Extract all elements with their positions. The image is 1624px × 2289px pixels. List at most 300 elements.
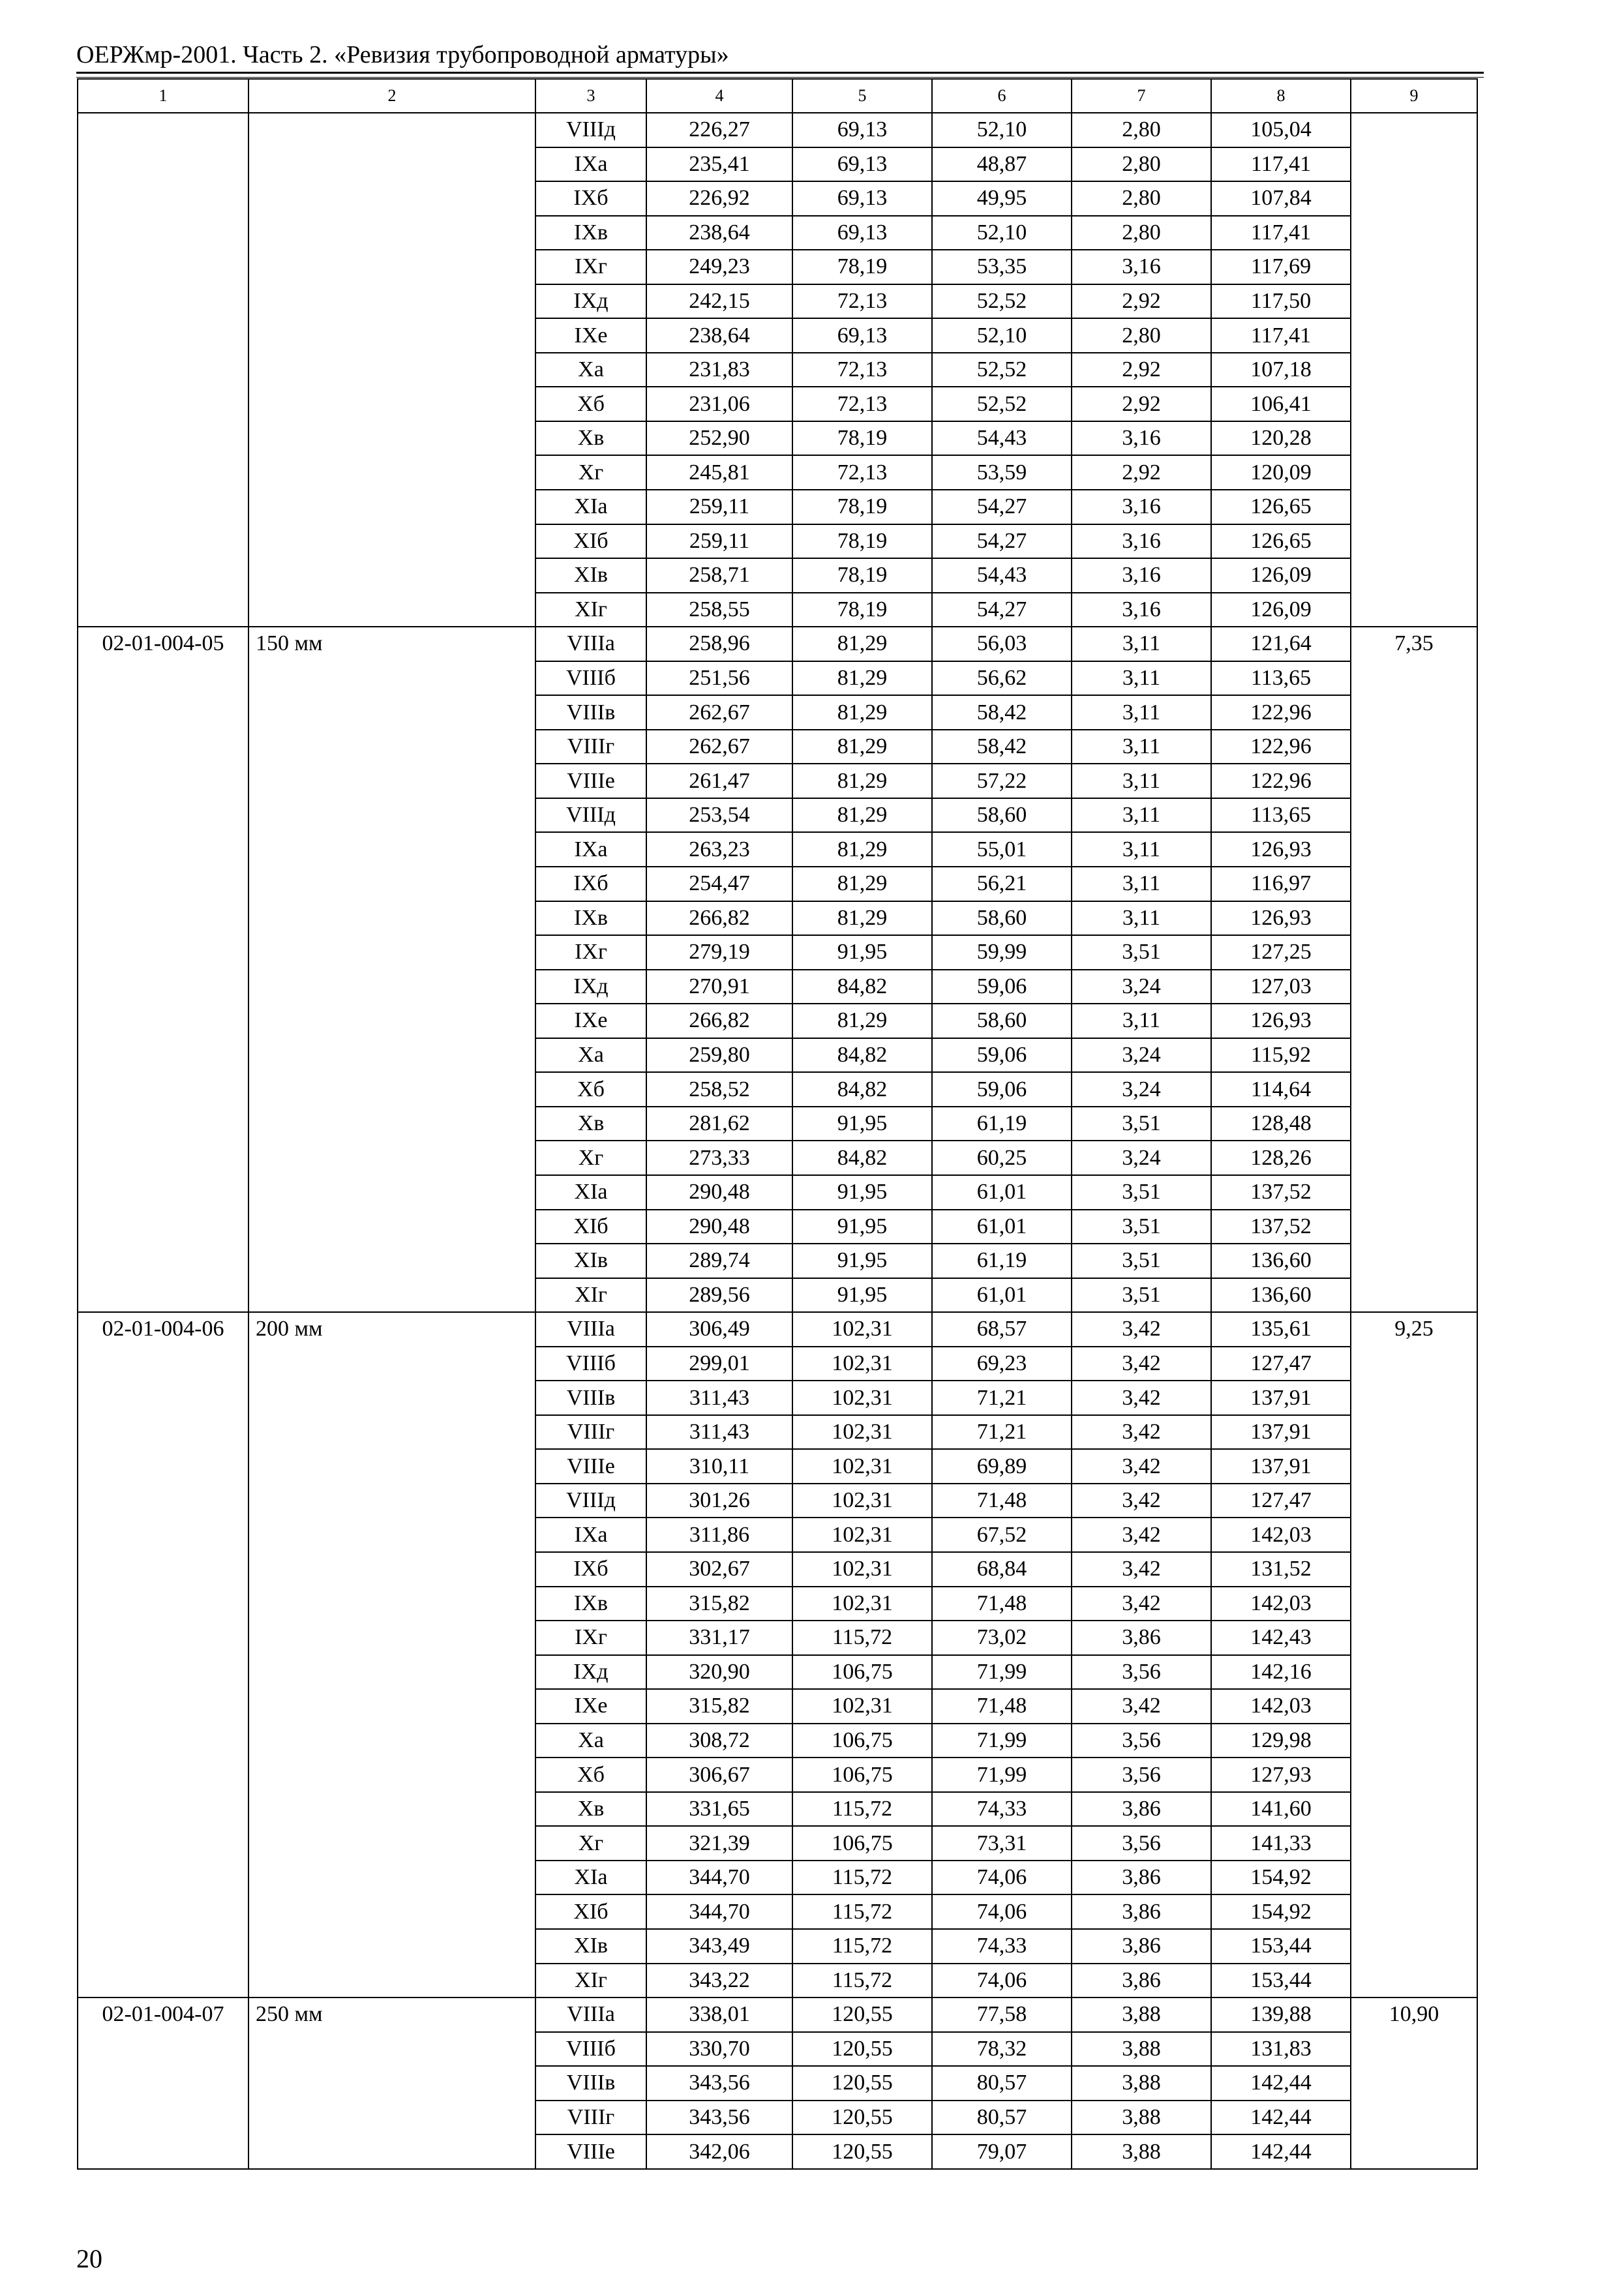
value-col8: 136,60 xyxy=(1211,1278,1351,1313)
col9-value-cell xyxy=(1351,113,1477,627)
column-number: 2 xyxy=(248,79,535,113)
value-col8: 107,18 xyxy=(1211,353,1351,387)
value-col4: 253,54 xyxy=(646,798,792,833)
rate-code-cell xyxy=(78,113,248,627)
col9-value-cell: 9,25 xyxy=(1351,1312,1477,1997)
value-col5: 78,19 xyxy=(792,421,932,456)
value-col5: 91,95 xyxy=(792,1175,932,1210)
category-cell: VIIIб xyxy=(535,2032,646,2067)
value-col7: 3,24 xyxy=(1072,1072,1211,1107)
value-col7: 3,88 xyxy=(1072,2066,1211,2101)
value-col7: 3,86 xyxy=(1072,1964,1211,1998)
value-col6: 61,01 xyxy=(932,1175,1072,1210)
value-col4: 281,62 xyxy=(646,1107,792,1141)
value-col6: 71,21 xyxy=(932,1415,1072,1450)
value-col6: 61,19 xyxy=(932,1244,1072,1278)
value-col5: 69,13 xyxy=(792,147,932,182)
value-col8: 121,64 xyxy=(1211,627,1351,661)
value-col4: 231,06 xyxy=(646,387,792,421)
category-cell: VIIIд xyxy=(535,113,646,147)
value-col6: 59,06 xyxy=(932,1038,1072,1073)
value-col4: 238,64 xyxy=(646,216,792,250)
value-col8: 142,03 xyxy=(1211,1587,1351,1621)
value-col6: 74,06 xyxy=(932,1964,1072,1998)
value-col8: 154,92 xyxy=(1211,1894,1351,1929)
value-col6: 59,06 xyxy=(932,970,1072,1004)
value-col7: 2,80 xyxy=(1072,318,1211,353)
value-col6: 79,07 xyxy=(932,2134,1072,2169)
value-col6: 74,33 xyxy=(932,1792,1072,1827)
value-col8: 127,47 xyxy=(1211,1347,1351,1381)
value-col8: 126,65 xyxy=(1211,490,1351,524)
value-col4: 254,47 xyxy=(646,867,792,901)
value-col4: 238,64 xyxy=(646,318,792,353)
value-col6: 80,57 xyxy=(932,2066,1072,2101)
value-col7: 3,56 xyxy=(1072,1758,1211,1792)
value-col5: 81,29 xyxy=(792,661,932,696)
column-number-row xyxy=(78,79,1477,113)
value-col8: 117,50 xyxy=(1211,284,1351,319)
value-col6: 56,62 xyxy=(932,661,1072,696)
value-col8: 153,44 xyxy=(1211,1964,1351,1998)
category-cell: XIв xyxy=(535,1929,646,1964)
value-col5: 81,29 xyxy=(792,867,932,901)
value-col8: 142,44 xyxy=(1211,2101,1351,2135)
value-col4: 262,67 xyxy=(646,695,792,730)
value-col8: 113,65 xyxy=(1211,798,1351,833)
value-col6: 71,99 xyxy=(932,1655,1072,1690)
value-col6: 54,27 xyxy=(932,524,1072,559)
value-col8: 127,93 xyxy=(1211,1758,1351,1792)
value-col4: 258,71 xyxy=(646,558,792,593)
value-col8: 141,60 xyxy=(1211,1792,1351,1827)
value-col5: 81,29 xyxy=(792,832,932,867)
table-body xyxy=(78,79,1477,2169)
column-number: 8 xyxy=(1211,79,1351,113)
value-col8: 135,61 xyxy=(1211,1312,1351,1347)
value-col4: 331,17 xyxy=(646,1621,792,1655)
value-col7: 3,42 xyxy=(1072,1415,1211,1450)
value-col8: 122,96 xyxy=(1211,695,1351,730)
value-col8: 117,41 xyxy=(1211,147,1351,182)
value-col8: 120,09 xyxy=(1211,455,1351,490)
value-col4: 261,47 xyxy=(646,764,792,798)
diameter-cell: 200 мм xyxy=(248,1312,535,1997)
category-cell: IXг xyxy=(535,250,646,284)
value-col8: 142,43 xyxy=(1211,1621,1351,1655)
category-cell: IXб xyxy=(535,867,646,901)
value-col7: 3,56 xyxy=(1072,1655,1211,1690)
value-col5: 102,31 xyxy=(792,1449,932,1484)
value-col4: 330,70 xyxy=(646,2032,792,2067)
value-col5: 120,55 xyxy=(792,2134,932,2169)
value-col7: 3,11 xyxy=(1072,627,1211,661)
category-cell: IXг xyxy=(535,1621,646,1655)
value-col5: 120,55 xyxy=(792,1997,932,2032)
value-col6: 54,27 xyxy=(932,593,1072,627)
value-col4: 259,80 xyxy=(646,1038,792,1073)
category-cell: VIIIд xyxy=(535,798,646,833)
value-col4: 258,52 xyxy=(646,1072,792,1107)
value-col7: 3,16 xyxy=(1072,490,1211,524)
value-col8: 106,41 xyxy=(1211,387,1351,421)
value-col7: 3,11 xyxy=(1072,695,1211,730)
value-col6: 69,23 xyxy=(932,1347,1072,1381)
value-col4: 302,67 xyxy=(646,1552,792,1587)
value-col5: 106,75 xyxy=(792,1758,932,1792)
value-col5: 78,19 xyxy=(792,558,932,593)
value-col8: 137,52 xyxy=(1211,1210,1351,1244)
value-col5: 72,13 xyxy=(792,353,932,387)
value-col5: 91,95 xyxy=(792,1210,932,1244)
value-col7: 2,80 xyxy=(1072,216,1211,250)
value-col6: 58,42 xyxy=(932,730,1072,764)
value-col6: 61,01 xyxy=(932,1278,1072,1313)
value-col4: 311,43 xyxy=(646,1415,792,1450)
value-col6: 52,10 xyxy=(932,216,1072,250)
value-col8: 126,09 xyxy=(1211,558,1351,593)
category-cell: IXд xyxy=(535,1655,646,1690)
value-col6: 80,57 xyxy=(932,2101,1072,2135)
value-col5: 81,29 xyxy=(792,901,932,936)
value-col5: 69,13 xyxy=(792,113,932,147)
category-cell: XIа xyxy=(535,490,646,524)
value-col5: 81,29 xyxy=(792,695,932,730)
value-col4: 252,90 xyxy=(646,421,792,456)
value-col6: 61,19 xyxy=(932,1107,1072,1141)
value-col8: 113,65 xyxy=(1211,661,1351,696)
column-number: 1 xyxy=(78,79,248,113)
value-col7: 3,56 xyxy=(1072,1826,1211,1861)
value-col4: 263,23 xyxy=(646,832,792,867)
category-cell: IXб xyxy=(535,1552,646,1587)
value-col7: 2,80 xyxy=(1072,113,1211,147)
value-col4: 299,01 xyxy=(646,1347,792,1381)
category-cell: IXб xyxy=(535,181,646,216)
value-col7: 2,80 xyxy=(1072,181,1211,216)
value-col8: 142,44 xyxy=(1211,2066,1351,2101)
value-col4: 306,49 xyxy=(646,1312,792,1347)
value-col5: 91,95 xyxy=(792,1278,932,1313)
value-col6: 71,48 xyxy=(932,1689,1072,1724)
value-col7: 3,42 xyxy=(1072,1312,1211,1347)
category-cell: IXа xyxy=(535,1518,646,1552)
value-col6: 52,52 xyxy=(932,387,1072,421)
price-table xyxy=(77,78,1478,2170)
category-cell: Xб xyxy=(535,1758,646,1792)
category-cell: IXв xyxy=(535,216,646,250)
value-col6: 61,01 xyxy=(932,1210,1072,1244)
value-col5: 78,19 xyxy=(792,524,932,559)
value-col5: 106,75 xyxy=(792,1655,932,1690)
category-cell: XIб xyxy=(535,524,646,559)
value-col7: 3,24 xyxy=(1072,1141,1211,1175)
category-cell: Xг xyxy=(535,1141,646,1175)
value-col8: 126,93 xyxy=(1211,901,1351,936)
value-col8: 122,96 xyxy=(1211,730,1351,764)
value-col7: 3,16 xyxy=(1072,250,1211,284)
value-col8: 107,84 xyxy=(1211,181,1351,216)
category-cell: Xа xyxy=(535,1038,646,1073)
value-col4: 311,86 xyxy=(646,1518,792,1552)
value-col5: 81,29 xyxy=(792,1004,932,1038)
page-number: 20 xyxy=(76,2244,102,2273)
value-col6: 54,43 xyxy=(932,421,1072,456)
value-col6: 49,95 xyxy=(932,181,1072,216)
value-col6: 74,33 xyxy=(932,1929,1072,1964)
value-col7: 3,11 xyxy=(1072,867,1211,901)
column-number: 3 xyxy=(535,79,646,113)
value-col8: 137,52 xyxy=(1211,1175,1351,1210)
value-col6: 71,21 xyxy=(932,1381,1072,1415)
value-col4: 343,56 xyxy=(646,2066,792,2101)
value-col6: 77,58 xyxy=(932,1997,1072,2032)
value-col5: 102,31 xyxy=(792,1552,932,1587)
value-col6: 71,99 xyxy=(932,1724,1072,1758)
value-col7: 3,16 xyxy=(1072,558,1211,593)
value-col4: 321,39 xyxy=(646,1826,792,1861)
value-col5: 102,31 xyxy=(792,1415,932,1450)
category-cell: Xв xyxy=(535,1107,646,1141)
category-cell: Xв xyxy=(535,421,646,456)
value-col5: 91,95 xyxy=(792,1244,932,1278)
value-col8: 131,83 xyxy=(1211,2032,1351,2067)
category-cell: VIIIв xyxy=(535,2066,646,2101)
value-col4: 290,48 xyxy=(646,1175,792,1210)
column-number: 7 xyxy=(1072,79,1211,113)
category-cell: VIIIг xyxy=(535,2101,646,2135)
category-cell: XIб xyxy=(535,1210,646,1244)
value-col7: 3,16 xyxy=(1072,524,1211,559)
value-col7: 3,11 xyxy=(1072,1004,1211,1038)
value-col6: 69,89 xyxy=(932,1449,1072,1484)
value-col7: 3,11 xyxy=(1072,832,1211,867)
value-col5: 102,31 xyxy=(792,1689,932,1724)
value-col7: 3,11 xyxy=(1072,661,1211,696)
value-col6: 68,84 xyxy=(932,1552,1072,1587)
value-col8: 105,04 xyxy=(1211,113,1351,147)
value-col7: 3,51 xyxy=(1072,1107,1211,1141)
value-col7: 3,42 xyxy=(1072,1484,1211,1518)
category-cell: VIIIб xyxy=(535,661,646,696)
value-col7: 3,42 xyxy=(1072,1587,1211,1621)
page-header: ОЕРЖмр-2001. Часть 2. «Ревизия трубопроводной арматуры» xyxy=(76,41,729,68)
value-col6: 73,02 xyxy=(932,1621,1072,1655)
value-col7: 3,88 xyxy=(1072,1997,1211,2032)
value-col6: 52,10 xyxy=(932,318,1072,353)
category-cell: IXв xyxy=(535,1587,646,1621)
value-col5: 78,19 xyxy=(792,593,932,627)
category-cell: XIа xyxy=(535,1175,646,1210)
value-col4: 308,72 xyxy=(646,1724,792,1758)
value-col8: 126,93 xyxy=(1211,832,1351,867)
value-col4: 344,70 xyxy=(646,1894,792,1929)
value-col7: 3,16 xyxy=(1072,593,1211,627)
value-col5: 102,31 xyxy=(792,1381,932,1415)
table-row xyxy=(78,1312,1477,1347)
rate-code-cell: 02-01-004-05 xyxy=(78,627,248,1312)
value-col7: 3,88 xyxy=(1072,2134,1211,2169)
value-col8: 128,26 xyxy=(1211,1141,1351,1175)
category-cell: Xа xyxy=(535,1724,646,1758)
value-col5: 84,82 xyxy=(792,970,932,1004)
value-col5: 78,19 xyxy=(792,250,932,284)
value-col7: 3,56 xyxy=(1072,1724,1211,1758)
value-col7: 3,86 xyxy=(1072,1621,1211,1655)
value-col4: 331,65 xyxy=(646,1792,792,1827)
value-col6: 55,01 xyxy=(932,832,1072,867)
value-col5: 91,95 xyxy=(792,935,932,970)
value-col6: 56,21 xyxy=(932,867,1072,901)
value-col7: 3,42 xyxy=(1072,1381,1211,1415)
value-col5: 72,13 xyxy=(792,284,932,319)
value-col4: 235,41 xyxy=(646,147,792,182)
value-col7: 3,24 xyxy=(1072,970,1211,1004)
value-col4: 226,92 xyxy=(646,181,792,216)
category-cell: VIIIг xyxy=(535,730,646,764)
value-col4: 259,11 xyxy=(646,490,792,524)
value-col5: 120,55 xyxy=(792,2066,932,2101)
value-col5: 102,31 xyxy=(792,1518,932,1552)
value-col4: 289,74 xyxy=(646,1244,792,1278)
value-col6: 53,35 xyxy=(932,250,1072,284)
value-col4: 266,82 xyxy=(646,1004,792,1038)
value-col4: 310,11 xyxy=(646,1449,792,1484)
value-col6: 52,52 xyxy=(932,353,1072,387)
category-cell: XIб xyxy=(535,1894,646,1929)
value-col5: 81,29 xyxy=(792,627,932,661)
value-col4: 342,06 xyxy=(646,2134,792,2169)
value-col5: 69,13 xyxy=(792,318,932,353)
value-col6: 52,10 xyxy=(932,113,1072,147)
value-col8: 115,92 xyxy=(1211,1038,1351,1073)
value-col4: 242,15 xyxy=(646,284,792,319)
value-col7: 3,11 xyxy=(1072,798,1211,833)
value-col6: 59,06 xyxy=(932,1072,1072,1107)
value-col5: 120,55 xyxy=(792,2101,932,2135)
value-col7: 2,92 xyxy=(1072,284,1211,319)
value-col8: 117,41 xyxy=(1211,216,1351,250)
value-col4: 231,83 xyxy=(646,353,792,387)
value-col4: 245,81 xyxy=(646,455,792,490)
table-row xyxy=(78,113,1477,147)
value-col7: 3,11 xyxy=(1072,901,1211,936)
value-col8: 142,03 xyxy=(1211,1518,1351,1552)
value-col4: 259,11 xyxy=(646,524,792,559)
value-col7: 3,42 xyxy=(1072,1347,1211,1381)
category-cell: XIв xyxy=(535,1244,646,1278)
value-col5: 120,55 xyxy=(792,2032,932,2067)
value-col5: 115,72 xyxy=(792,1894,932,1929)
value-col4: 290,48 xyxy=(646,1210,792,1244)
value-col5: 102,31 xyxy=(792,1312,932,1347)
value-col5: 102,31 xyxy=(792,1587,932,1621)
value-col5: 84,82 xyxy=(792,1038,932,1073)
value-col8: 116,97 xyxy=(1211,867,1351,901)
value-col8: 153,44 xyxy=(1211,1929,1351,1964)
column-number: 4 xyxy=(646,79,792,113)
value-col8: 141,33 xyxy=(1211,1826,1351,1861)
value-col6: 74,06 xyxy=(932,1894,1072,1929)
value-col4: 343,22 xyxy=(646,1964,792,1998)
category-cell: VIIIа xyxy=(535,1312,646,1347)
value-col5: 84,82 xyxy=(792,1072,932,1107)
table-row xyxy=(78,1997,1477,2032)
column-number: 6 xyxy=(932,79,1072,113)
category-cell: IXа xyxy=(535,832,646,867)
table-row xyxy=(78,627,1477,661)
value-col8: 120,28 xyxy=(1211,421,1351,456)
value-col7: 3,51 xyxy=(1072,1244,1211,1278)
value-col5: 115,72 xyxy=(792,1792,932,1827)
category-cell: IXд xyxy=(535,284,646,319)
category-cell: VIIIа xyxy=(535,627,646,661)
value-col4: 258,96 xyxy=(646,627,792,661)
category-cell: VIIIб xyxy=(535,1347,646,1381)
value-col6: 71,48 xyxy=(932,1587,1072,1621)
value-col4: 315,82 xyxy=(646,1587,792,1621)
category-cell: Xа xyxy=(535,353,646,387)
value-col5: 69,13 xyxy=(792,216,932,250)
category-cell: Xб xyxy=(535,1072,646,1107)
value-col8: 114,64 xyxy=(1211,1072,1351,1107)
value-col4: 311,43 xyxy=(646,1381,792,1415)
value-col6: 53,59 xyxy=(932,455,1072,490)
value-col6: 71,48 xyxy=(932,1484,1072,1518)
value-col4: 266,82 xyxy=(646,901,792,936)
value-col8: 126,09 xyxy=(1211,593,1351,627)
value-col7: 3,88 xyxy=(1072,2032,1211,2067)
value-col7: 2,80 xyxy=(1072,147,1211,182)
value-col5: 72,13 xyxy=(792,455,932,490)
value-col5: 81,29 xyxy=(792,730,932,764)
value-col4: 289,56 xyxy=(646,1278,792,1313)
category-cell: IXе xyxy=(535,1004,646,1038)
value-col6: 52,52 xyxy=(932,284,1072,319)
category-cell: IXв xyxy=(535,901,646,936)
value-col8: 126,93 xyxy=(1211,1004,1351,1038)
category-cell: XIг xyxy=(535,1964,646,1998)
value-col8: 127,25 xyxy=(1211,935,1351,970)
col9-value-cell: 7,35 xyxy=(1351,627,1477,1312)
value-col7: 2,92 xyxy=(1072,387,1211,421)
category-cell: IXе xyxy=(535,318,646,353)
diameter-cell: 150 мм xyxy=(248,627,535,1312)
value-col8: 142,16 xyxy=(1211,1655,1351,1690)
value-col7: 3,42 xyxy=(1072,1689,1211,1724)
value-col4: 344,70 xyxy=(646,1861,792,1895)
value-col5: 102,31 xyxy=(792,1347,932,1381)
diameter-cell xyxy=(248,113,535,627)
value-col5: 115,72 xyxy=(792,1861,932,1895)
value-col8: 136,60 xyxy=(1211,1244,1351,1278)
col9-value-cell: 10,90 xyxy=(1351,1997,1477,2169)
value-col6: 71,99 xyxy=(932,1758,1072,1792)
value-col8: 154,92 xyxy=(1211,1861,1351,1895)
value-col4: 301,26 xyxy=(646,1484,792,1518)
value-col4: 306,67 xyxy=(646,1758,792,1792)
value-col5: 115,72 xyxy=(792,1929,932,1964)
value-col7: 3,51 xyxy=(1072,1278,1211,1313)
value-col6: 74,06 xyxy=(932,1861,1072,1895)
category-cell: XIв xyxy=(535,558,646,593)
category-cell: VIIIе xyxy=(535,2134,646,2169)
value-col7: 3,86 xyxy=(1072,1929,1211,1964)
value-col7: 3,42 xyxy=(1072,1518,1211,1552)
category-cell: VIIIг xyxy=(535,1415,646,1450)
value-col8: 126,65 xyxy=(1211,524,1351,559)
value-col4: 258,55 xyxy=(646,593,792,627)
